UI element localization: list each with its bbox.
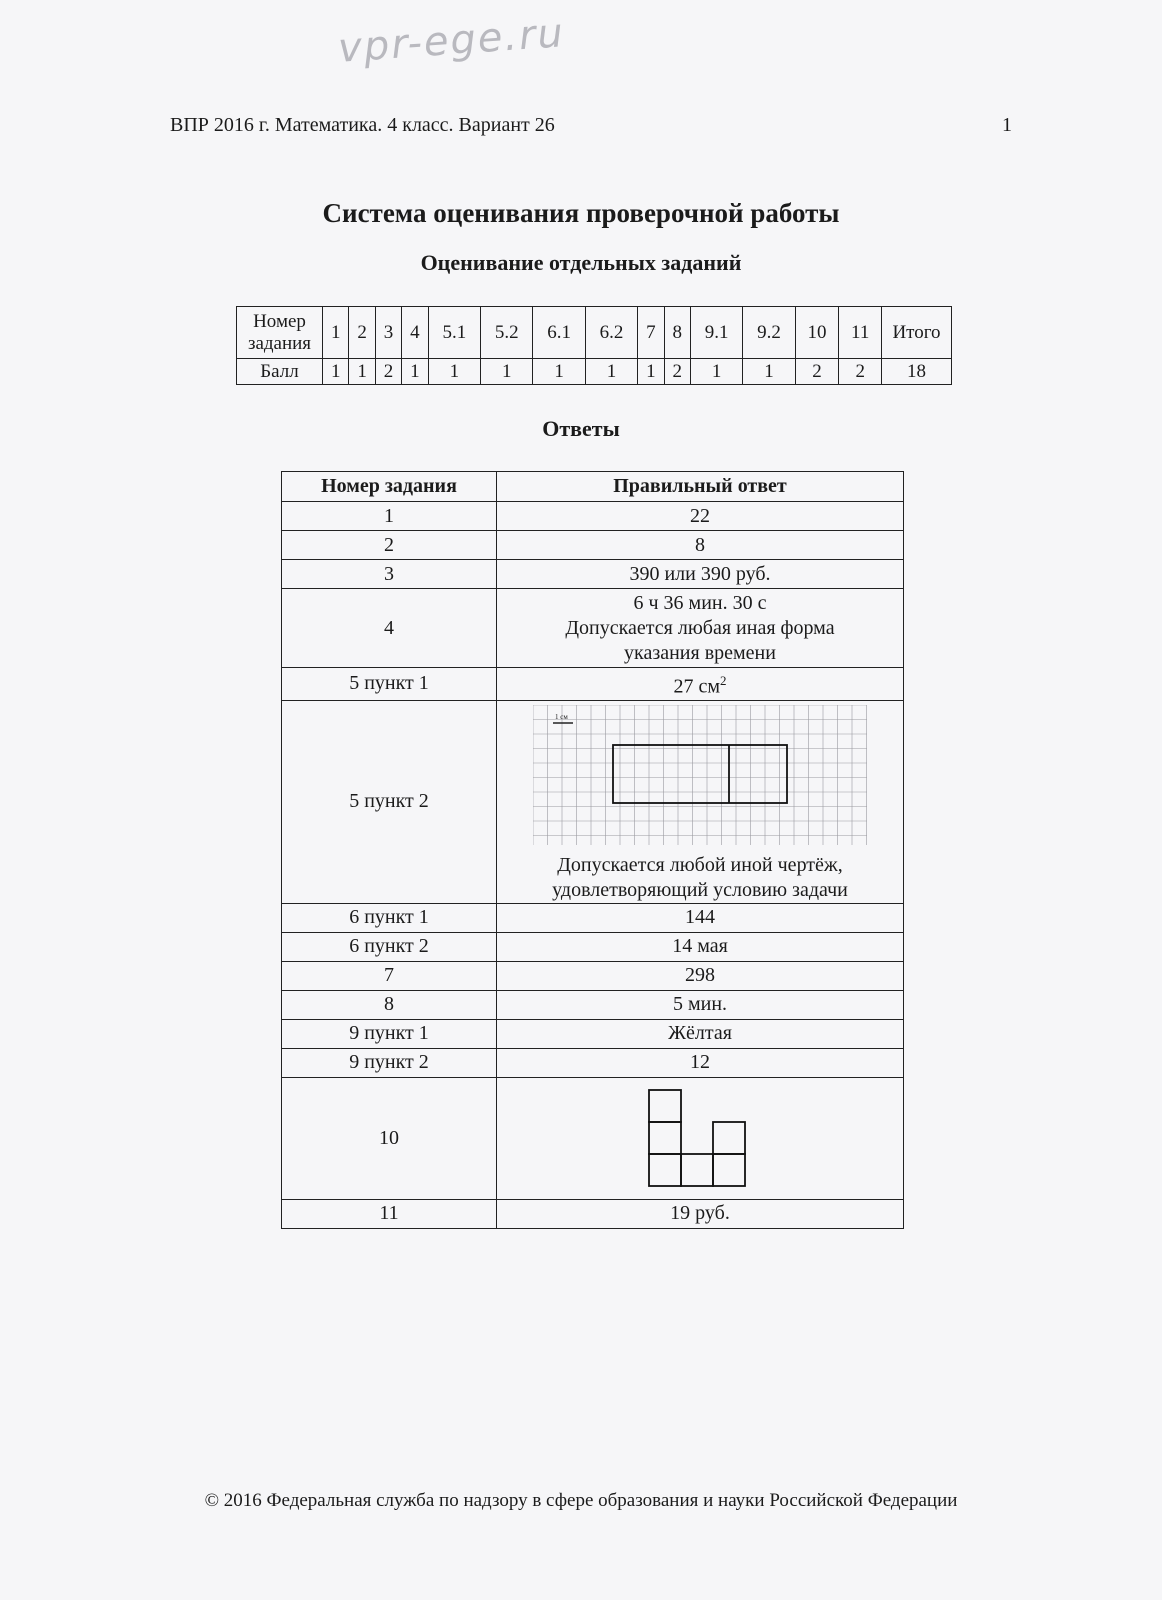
task-number: 6 пункт 1 <box>282 903 497 932</box>
score-table <box>236 306 952 385</box>
task-number: 4 <box>282 589 497 668</box>
score-cell: 2 <box>839 359 882 385</box>
answer: 19 руб. <box>497 1199 904 1228</box>
table-row <box>282 668 904 701</box>
table-row <box>282 1048 904 1077</box>
task-number: 1 <box>282 502 497 531</box>
table-row <box>282 700 904 903</box>
task-cell: 10 <box>795 307 839 359</box>
table-row <box>282 531 904 560</box>
col-answer-header: Правильный ответ <box>497 472 904 502</box>
task-number: 10 <box>282 1077 497 1199</box>
answer: 6 ч 36 мин. 30 с Допускается любая иная форма указания времени <box>497 589 904 668</box>
score-cell: 2 <box>795 359 839 385</box>
page-header <box>170 114 1012 137</box>
score-table-points-row <box>237 359 952 385</box>
table-row <box>282 1019 904 1048</box>
task-number: 11 <box>282 1199 497 1228</box>
points-row-label: Балл <box>237 359 323 385</box>
task-cell: 9.2 <box>743 307 795 359</box>
score-cell: 1 <box>481 359 533 385</box>
task-cell: 7 <box>638 307 664 359</box>
score-cell: 1 <box>585 359 637 385</box>
table-row <box>282 560 904 589</box>
score-cell: 2 <box>375 359 401 385</box>
task-cell: 3 <box>375 307 401 359</box>
task-cell: 9.1 <box>690 307 742 359</box>
task-number: 5 пункт 2 <box>282 700 497 903</box>
task-number: 9 пункт 1 <box>282 1019 497 1048</box>
tasks-row-label: Номер задания <box>237 307 323 359</box>
answer: 390 или 390 руб. <box>497 560 904 589</box>
task-number: 6 пункт 2 <box>282 932 497 961</box>
table-row <box>282 1199 904 1228</box>
answers-title: Ответы <box>542 416 620 441</box>
sub-title: Оценивание отдельных заданий <box>420 250 742 275</box>
page-number: 1 <box>1002 114 1012 136</box>
score-table-tasks-row <box>237 307 952 359</box>
score-cell: 1 <box>323 359 349 385</box>
main-title: Система оценивания проверочной работы <box>322 198 840 228</box>
task-cell: 4 <box>402 307 428 359</box>
score-cell: 1 <box>402 359 428 385</box>
answer: 14 мая <box>497 932 904 961</box>
answer: 8 <box>497 531 904 560</box>
task-number: 5 пункт 1 <box>282 668 497 701</box>
task-cell: 6.1 <box>533 307 585 359</box>
task-cell: 11 <box>839 307 882 359</box>
task-cell: 8 <box>664 307 690 359</box>
task-number: 8 <box>282 990 497 1019</box>
score-cell: 1 <box>690 359 742 385</box>
score-cell: 2 <box>664 359 690 385</box>
table-row <box>282 990 904 1019</box>
task-number: 7 <box>282 961 497 990</box>
total-header-cell: Итого <box>882 307 952 359</box>
score-cell: 1 <box>349 359 375 385</box>
answer: 22 <box>497 502 904 531</box>
answer-drawing <box>497 1077 904 1199</box>
answers-header-row <box>282 472 904 502</box>
task-cell: 5.1 <box>428 307 480 359</box>
score-cell: 1 <box>428 359 480 385</box>
table-row <box>282 502 904 531</box>
table-row <box>282 1077 904 1199</box>
table-row <box>282 932 904 961</box>
answers-table <box>281 471 904 1229</box>
answer-rectangle <box>613 745 787 803</box>
answer-drawing: 1 см Допускается любой иной чертёж, удовлетворяющий условию задачи <box>497 700 904 903</box>
answer: 144 <box>497 903 904 932</box>
handwritten-watermark: vpr-ege.ru <box>336 10 567 72</box>
answer: 27 $см^2$ <box>497 668 904 701</box>
answer: 298 <box>497 961 904 990</box>
footer-copyright: © 2016 Федеральная служба по надзору в сфере образования и науки Российской Федерации <box>204 1490 958 1511</box>
grid-drawing <box>533 705 867 845</box>
total-score-cell: 18 <box>882 359 952 385</box>
score-cell: 1 <box>743 359 795 385</box>
task-cell: 1 <box>323 307 349 359</box>
answer: 5 мин. <box>497 990 904 1019</box>
score-cell: 1 <box>638 359 664 385</box>
task-cell: 6.2 <box>585 307 637 359</box>
task-number: 3 <box>282 560 497 589</box>
task-number: 9 пункт 2 <box>282 1048 497 1077</box>
score-cell: 1 <box>533 359 585 385</box>
col-task-header: Номер задания <box>282 472 497 502</box>
cube-view-drawing <box>647 1086 747 1190</box>
table-row <box>282 589 904 668</box>
table-row <box>282 961 904 990</box>
answer: Жёлтая <box>497 1019 904 1048</box>
answer: 12 <box>497 1048 904 1077</box>
task-cell: 2 <box>349 307 375 359</box>
scale-label: 1 см <box>555 712 568 721</box>
task-number: 2 <box>282 531 497 560</box>
table-row <box>282 903 904 932</box>
task-cell: 5.2 <box>481 307 533 359</box>
header-title: ВПР 2016 г. Математика. 4 класс. Вариант 26 <box>170 114 555 136</box>
